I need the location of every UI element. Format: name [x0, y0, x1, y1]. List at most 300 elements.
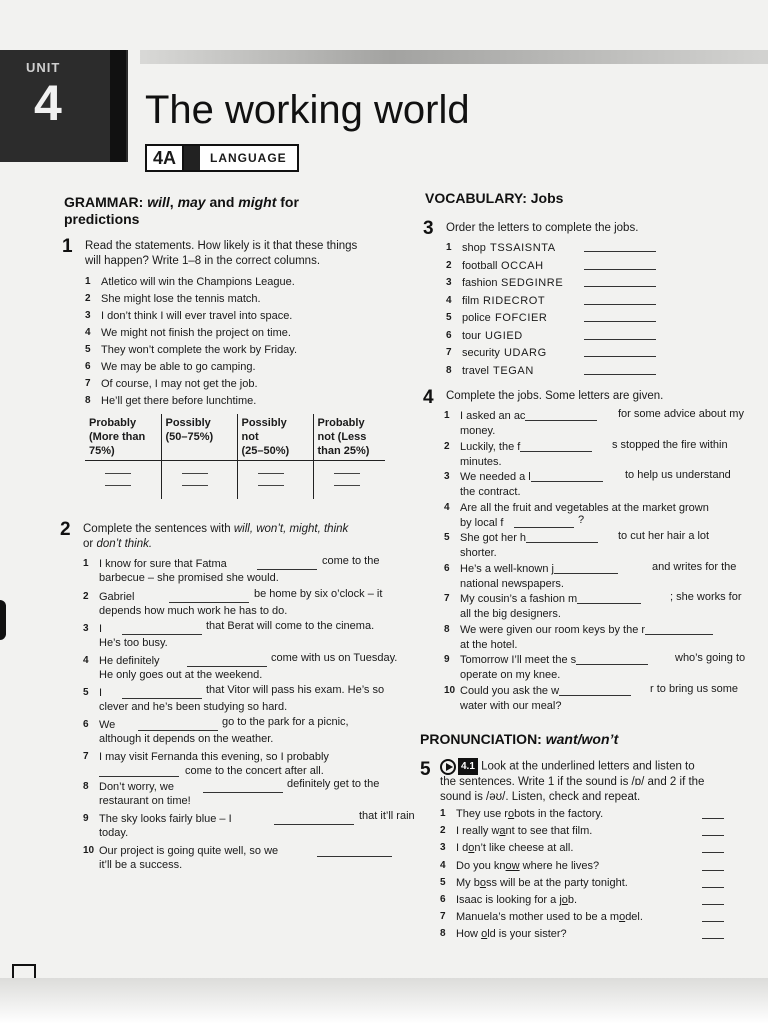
list-item — [446, 365, 666, 383]
sentence — [456, 825, 592, 837]
answer-blank[interactable] — [702, 818, 724, 819]
item-text-continued: that it’ll rain — [359, 810, 415, 822]
item-text-line2: all the big designers. — [460, 608, 561, 620]
header-line: (More than — [89, 431, 146, 443]
item-number: 3 — [444, 471, 450, 482]
answer-blank[interactable] — [584, 269, 656, 270]
item-number: 6 — [440, 893, 446, 905]
answer-cell[interactable] — [237, 461, 313, 499]
item-text-continued: that Berat will come to the cinema. — [206, 620, 375, 632]
list-item — [83, 810, 415, 845]
item-text: She got her h — [460, 532, 527, 544]
grammar-heading-label: GRAMMAR: — [64, 194, 144, 210]
unit-label: UNIT — [26, 60, 61, 75]
item-number: 4 — [440, 859, 446, 871]
likelihood-table — [85, 414, 385, 499]
item-number: 10 — [83, 845, 95, 856]
item-text-line2: barbecue – she promised she would. — [99, 572, 279, 584]
item-number: 2 — [444, 440, 450, 452]
answer-cell[interactable] — [161, 461, 237, 499]
item-number: 1 — [444, 410, 450, 421]
list-item — [440, 911, 730, 928]
pronunciation-topic: want/won’t — [545, 731, 619, 747]
answer-blank[interactable] — [257, 569, 317, 570]
sentence-end: del. — [625, 911, 643, 924]
list-item — [83, 588, 393, 623]
sentence-start: Isaac is looking for a j — [456, 893, 562, 906]
lesson-type: LANGUAGE — [210, 151, 287, 165]
item-text-continued: come to the — [322, 555, 380, 567]
exercise-2-instruction-b: or — [83, 538, 94, 550]
list-item — [446, 260, 666, 278]
item-number: 4 — [85, 327, 91, 338]
exercise-2-list — [83, 555, 415, 875]
item-text-continued: to cut her hair a lot — [618, 530, 710, 542]
answer-blank[interactable] — [584, 251, 656, 252]
answer-blank[interactable] — [531, 481, 603, 482]
table-header — [237, 414, 313, 461]
item-text: He’ll get there before lunchtime. — [101, 395, 257, 407]
item-text-continued: be home by six o’clock – it — [254, 588, 383, 600]
item-text: Could you ask the w — [460, 684, 560, 697]
sentence-end: b. — [567, 893, 578, 906]
scrambled-letters: UGIED — [485, 329, 523, 342]
sentence-end: where he lives? — [519, 859, 600, 872]
item-text-line2: He’s too busy. — [99, 637, 168, 649]
sentence — [456, 877, 628, 889]
answer-cell[interactable] — [85, 461, 161, 499]
item-text: Atletico will win the Champions League. — [101, 276, 295, 288]
item-number: 4 — [446, 294, 452, 306]
item-number: 8 — [440, 928, 446, 940]
item-number: 8 — [444, 623, 450, 635]
item-number: 2 — [85, 293, 91, 304]
header-line: not — [241, 431, 259, 443]
sentence-start: My b — [456, 876, 480, 889]
exercise-2-instruction-words: will, won’t, might, think — [233, 523, 349, 535]
list-item — [85, 344, 375, 361]
answer-blank[interactable] — [576, 664, 648, 665]
audio-play-icon[interactable] — [440, 759, 456, 775]
answer-blank[interactable] — [122, 698, 202, 699]
item-number: 6 — [83, 719, 89, 730]
exercise-1-number: 1 — [62, 236, 73, 257]
table-header — [85, 414, 161, 461]
underlined-letters: o — [619, 911, 626, 924]
item-text: Tomorrow I’ll meet the s — [460, 654, 577, 666]
item-text-line2: the contract. — [460, 486, 521, 498]
item-text: My cousin’s a fashion m — [460, 593, 578, 605]
item-number: 8 — [85, 395, 91, 406]
answer-blank[interactable] — [526, 542, 598, 543]
exercise-1-instruction — [85, 239, 357, 269]
answer-blank[interactable] — [514, 527, 574, 528]
exercise-1-instruction-line2: will happen? Write 1–8 in the correct columns. — [85, 255, 321, 267]
exercise-2-instruction — [83, 522, 393, 552]
scrambled-letters: SEDGINRE — [501, 277, 564, 289]
answer-blank[interactable] — [520, 451, 592, 452]
list-item — [440, 842, 730, 859]
answer-blank[interactable] — [645, 634, 713, 635]
answer-cell[interactable] — [313, 461, 385, 499]
list-item — [85, 327, 375, 344]
item-text-line2: clever and he’s been studying so hard. — [99, 701, 288, 713]
item-text-continued: for some advice about my — [618, 408, 744, 420]
pronunciation-heading — [420, 731, 618, 747]
answer-blank[interactable] — [702, 852, 724, 853]
item-text: She might lose the tennis match. — [101, 293, 261, 305]
header-line: (25–50%) — [241, 445, 290, 457]
item-text: Luckily, the f — [460, 440, 521, 453]
sentence-start: I really w — [456, 825, 500, 838]
sentence-start: Do you kn — [456, 859, 506, 872]
list-item — [440, 928, 730, 945]
audio-track-number: 4.1 — [458, 758, 478, 775]
exercise-1-list — [85, 276, 375, 412]
item-text-line2: water with our meal? — [460, 699, 562, 712]
item-text-line2: although it depends on the weather. — [99, 733, 274, 745]
list-item — [83, 845, 393, 875]
list-item — [83, 716, 393, 751]
list-item — [446, 312, 666, 330]
header-line: (50–75%) — [165, 431, 214, 443]
grammar-heading-for: for — [280, 194, 299, 210]
answer-blank[interactable] — [584, 339, 656, 340]
item-text-continued: ; she works for — [670, 591, 742, 603]
exercise-5-instruction-line2: the sentences. Write 1 if the sound is /ɒ/ and 2 if the — [440, 776, 705, 788]
list-item — [444, 471, 744, 502]
item-number: 9 — [444, 654, 450, 665]
scrambled-letters: RIDECROT — [483, 294, 546, 307]
item-text: I asked an ac — [460, 410, 526, 422]
job-word: travel — [462, 364, 489, 377]
underlined-letters: o — [468, 842, 475, 855]
answer-blank[interactable] — [187, 666, 267, 667]
answer-blank[interactable] — [317, 856, 392, 857]
item-number: 5 — [440, 876, 446, 888]
list-item — [440, 860, 730, 877]
exercise-3-instruction: Order the letters to complete the jobs. — [446, 222, 639, 234]
exercise-5-instruction — [440, 758, 740, 805]
item-text-line2: He only goes out at the weekend. — [99, 669, 263, 681]
answer-blank[interactable] — [702, 938, 724, 939]
item-number: 9 — [83, 813, 89, 824]
item-text-line2: today. — [99, 827, 129, 839]
exercise-2-instruction-a: Complete the sentences with — [83, 523, 231, 535]
item-text: Our project is going quite well, so we — [99, 845, 279, 857]
grammar-heading-will: will — [147, 194, 170, 210]
item-text: He definitely — [99, 655, 160, 667]
item-text-line2: by local f — [460, 516, 504, 529]
answer-blank[interactable] — [122, 634, 202, 635]
exercise-1-instruction-line1: Read the statements. How likely is it that these things — [85, 240, 358, 252]
item-number: 6 — [444, 562, 450, 574]
underlined-letters: ow — [505, 859, 520, 872]
job-word: police — [462, 312, 491, 324]
sentence-end: bots in the factory. — [514, 808, 604, 820]
list-item — [85, 361, 375, 378]
page-edge-shadow — [0, 600, 6, 640]
item-text: They won’t complete the work by Friday. — [101, 344, 298, 356]
answer-blank[interactable] — [584, 374, 656, 375]
list-item — [85, 293, 375, 310]
answer-blank[interactable] — [584, 286, 656, 287]
item-text: We were given our room keys by the r — [460, 623, 646, 636]
list-item — [83, 684, 393, 719]
list-item — [440, 894, 730, 911]
item-number: 1 — [85, 276, 91, 287]
item-text: He’s a well-known j — [460, 562, 554, 575]
item-text-continued: that Vitor will pass his exam. He’s so — [206, 684, 385, 696]
answer-blank[interactable] — [138, 730, 218, 731]
item-number: 2 — [83, 591, 89, 602]
answer-blank[interactable] — [525, 420, 597, 421]
item-text-line2: operate on my knee. — [460, 669, 561, 681]
header-strip — [140, 50, 768, 64]
answer-blank[interactable] — [702, 904, 724, 905]
item-number: 5 — [85, 344, 91, 355]
item-text: Don’t worry, we — [99, 781, 174, 793]
list-item — [446, 347, 666, 365]
item-number: 6 — [85, 361, 91, 372]
item-number: 3 — [440, 842, 446, 854]
item-number: 3 — [446, 277, 452, 288]
item-text-line2: shorter. — [460, 547, 497, 559]
sentence — [456, 894, 577, 906]
grammar-heading — [64, 194, 364, 228]
item-text: We might not finish the project on time. — [101, 327, 291, 339]
list-item — [83, 555, 393, 591]
item-text-line2: restaurant on time! — [99, 795, 191, 807]
list-item — [446, 242, 666, 260]
item-number: 8 — [83, 781, 89, 792]
list-item — [444, 502, 744, 533]
item-text: We — [99, 719, 116, 731]
item-text-line2: come to the concert after all. — [185, 765, 324, 777]
sentence — [456, 860, 599, 872]
answer-blank[interactable] — [274, 824, 354, 825]
item-text-line2: depends how much work he has to do. — [99, 605, 288, 617]
list-item — [85, 276, 375, 293]
item-number: 2 — [440, 825, 446, 837]
grammar-heading-may: may — [177, 194, 206, 210]
grammar-heading-comma: , — [169, 194, 174, 210]
sentence-end: ss will be at the party tonight. — [485, 876, 628, 889]
exercise-2-number: 2 — [60, 519, 71, 540]
item-text: The sky looks fairly blue – I — [99, 813, 232, 825]
sentence-start: How — [456, 928, 482, 941]
table-header — [161, 414, 237, 461]
answer-blank[interactable] — [559, 695, 631, 696]
item-number: 8 — [446, 364, 452, 376]
unit-badge — [0, 50, 128, 162]
item-text: Are all the fruit and vegetables at the market grown — [460, 501, 709, 514]
item-text-continued: r to bring us some — [650, 682, 739, 695]
item-text: I — [99, 687, 103, 699]
list-item — [444, 682, 744, 716]
item-number: 5 — [446, 312, 452, 323]
item-text: I may visit Fernanda this evening, so I probably — [99, 751, 329, 763]
item-text-continued: come with us on Tuesday. — [271, 652, 398, 664]
item-text-line2: it’ll be a success. — [99, 859, 183, 871]
item-text-continued: to help us understand — [625, 469, 731, 481]
exercise-5-list — [440, 808, 730, 946]
item-number: 4 — [83, 655, 89, 666]
grammar-heading-and: and — [209, 194, 235, 210]
header-line: 75%) — [89, 445, 115, 457]
exercise-4-instruction: Complete the jobs. Some letters are given. — [446, 390, 664, 402]
item-number: 7 — [444, 593, 450, 604]
item-text-continued: and writes for the — [652, 560, 737, 573]
item-text-continued: definitely get to the — [287, 778, 380, 790]
header-line: Possibly — [165, 417, 211, 429]
unit-number: 4 — [34, 75, 62, 131]
item-text: I don’t think I will ever travel into space. — [101, 310, 293, 322]
job-word: shop — [462, 242, 486, 254]
underlined-letters: o — [507, 808, 515, 820]
list-item — [83, 778, 393, 813]
item-text-continued: s stopped the fire within — [612, 438, 728, 451]
list-item — [440, 825, 730, 842]
item-number: 1 — [446, 242, 452, 253]
list-item — [444, 593, 744, 624]
item-number: 4 — [444, 501, 450, 513]
scrambled-letters: TEGAN — [493, 364, 534, 377]
item-text-line2: at the hotel. — [460, 638, 518, 651]
item-number: 7 — [83, 751, 89, 762]
list-item — [444, 560, 744, 594]
item-text-line2: national newspapers. — [460, 577, 564, 590]
item-number: 2 — [446, 259, 452, 271]
answer-blank[interactable] — [702, 921, 724, 922]
item-text: I — [99, 623, 103, 635]
header-line: than 25%) — [317, 445, 370, 457]
item-number: 1 — [83, 558, 89, 569]
answer-blank[interactable] — [584, 356, 656, 357]
exercise-4-list — [444, 410, 744, 715]
job-word: fashion — [462, 277, 498, 289]
item-text-continued: go to the park for a picnic, — [222, 716, 349, 728]
underlined-letters: a — [499, 825, 506, 838]
job-word: security — [462, 347, 500, 359]
table-header — [313, 414, 385, 461]
unit-bar — [110, 50, 126, 162]
answer-blank[interactable] — [584, 321, 656, 322]
item-number: 5 — [444, 532, 450, 543]
item-text-continued: who’s going to — [675, 652, 746, 664]
list-item — [440, 877, 730, 894]
list-item — [444, 438, 744, 472]
answer-blank[interactable] — [554, 573, 618, 574]
pronunciation-label: PRONUNCIATION: — [420, 731, 542, 747]
page-number-box — [12, 964, 36, 978]
list-item — [83, 751, 393, 781]
list-item — [446, 277, 666, 295]
lesson-tag — [145, 144, 299, 172]
page-title: The working world — [145, 88, 470, 132]
exercise-3-list — [446, 242, 666, 382]
answer-blank[interactable] — [702, 870, 724, 871]
exercise-2-instruction-c: don’t think. — [96, 538, 153, 550]
list-item — [440, 808, 730, 825]
answer-blank[interactable] — [584, 304, 656, 305]
item-text-end: ? — [578, 513, 585, 526]
header-line: Probably — [317, 417, 365, 429]
exercise-5-number: 5 — [420, 759, 431, 780]
list-item — [446, 330, 666, 348]
item-text-line2: minutes. — [460, 455, 502, 468]
list-item — [446, 295, 666, 313]
underlined-letters: o — [481, 928, 488, 941]
grammar-heading-might: might — [238, 194, 277, 210]
vocabulary-heading: VOCABULARY: Jobs — [425, 190, 564, 206]
answer-blank[interactable] — [99, 776, 179, 777]
list-item — [444, 410, 744, 441]
scrambled-letters: FOFCIER — [495, 312, 548, 324]
list-item — [83, 652, 398, 687]
item-text: We needed a l — [460, 471, 531, 483]
item-number: 5 — [83, 687, 89, 698]
item-number: 10 — [444, 684, 456, 696]
sentence-start: They use r — [456, 808, 508, 820]
item-number: 1 — [440, 808, 446, 819]
list-item — [444, 624, 744, 655]
sentence-end: n’t like cheese at all. — [474, 842, 574, 855]
job-word: tour — [462, 329, 481, 342]
exercise-3-number: 3 — [423, 218, 434, 239]
answer-blank[interactable] — [203, 792, 283, 793]
sentence — [456, 911, 643, 923]
sentence — [456, 808, 603, 820]
item-text: Of course, I may not get the job. — [101, 378, 258, 390]
answer-blank[interactable] — [702, 835, 724, 836]
lesson-divider — [184, 146, 200, 170]
item-number: 3 — [83, 623, 89, 634]
page-bottom-shadow — [0, 978, 768, 1024]
list-item — [444, 532, 744, 563]
sentence-end: nt to see that film. — [505, 825, 593, 838]
list-item — [85, 378, 375, 395]
item-number: 7 — [85, 378, 91, 389]
sentence — [456, 842, 573, 854]
item-text: I know for sure that Fatma — [99, 558, 227, 570]
job-word: football — [462, 259, 498, 272]
header-line: Probably — [89, 417, 137, 429]
answer-blank[interactable] — [577, 603, 641, 604]
item-number: 3 — [85, 310, 91, 321]
item-text: We may be able to go camping. — [101, 361, 256, 373]
list-item — [83, 620, 393, 655]
list-item — [85, 310, 375, 327]
answer-blank[interactable] — [702, 887, 724, 888]
scrambled-letters: UDARG — [504, 347, 547, 359]
sentence-end: ld is your sister? — [487, 928, 567, 941]
list-item — [444, 654, 744, 685]
exercise-5-instruction-line1: Look at the underlined letters and listen to — [481, 760, 695, 773]
sentence-start: Manuela’s mother used to be a m — [456, 911, 620, 924]
item-number: 7 — [440, 911, 446, 923]
item-text-line2: money. — [460, 425, 496, 437]
header-line: not (Less — [317, 431, 367, 443]
exercise-4-number: 4 — [423, 387, 434, 408]
sentence — [456, 928, 567, 940]
exercise-5-instruction-line3: sound is /əʊ/. Listen, check and repeat. — [440, 791, 641, 803]
item-number: 7 — [446, 347, 452, 358]
answer-blank[interactable] — [169, 602, 249, 603]
job-word: film — [462, 294, 480, 307]
list-item — [85, 395, 375, 412]
scrambled-letters: TSSAISNTA — [490, 242, 556, 254]
